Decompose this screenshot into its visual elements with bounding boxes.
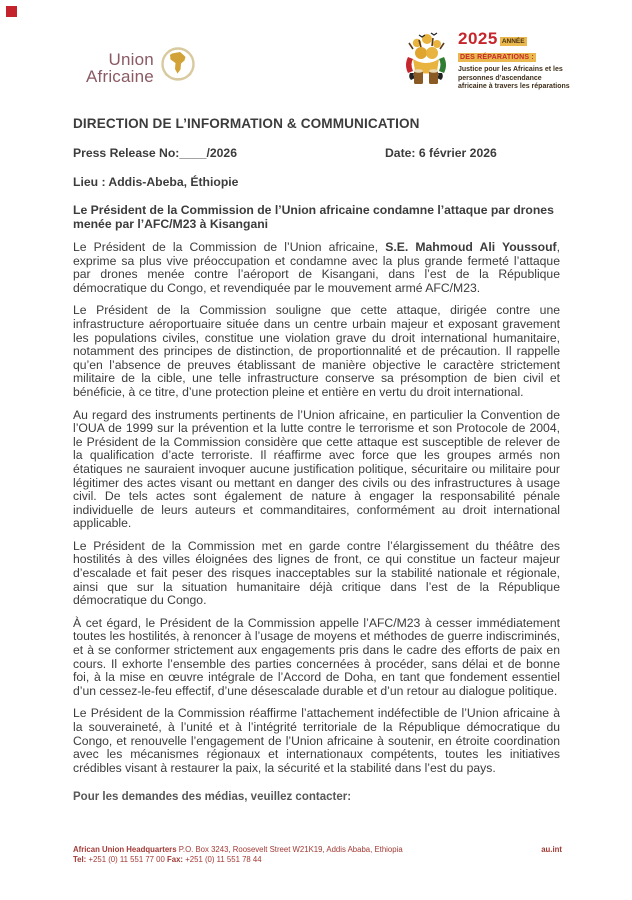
reparations-logo-text [458,31,580,92]
paragraph-3: Au regard des instruments pertinents de l’Union africaine, en particulier la Convention de l’OUA de 1999 sur la prévention et la lutte contre le terrorisme et son Protocole de 2004, le Président de la Commission considère que cette attaque est susceptible de relever de la qualification d’acte terroriste. Il réaffirme avec force que les groupes armés non étatiques ne sauraient invoquer aucune justification politique, sécuritaire ou militaire pour légitimer des actes visant ou mettant en danger des civils ou des infrastructures à usage civil. De tels actes sont également de nature à engager la responsabilité pénale individuelle de leurs auteurs et commanditaires, conformément au droit international applicable. [73,407,560,531]
media-contact-note: Pour les demandes des médias, veuillez contacter: [73,791,352,804]
press-release-number: Press Release No:____/2026 [73,146,237,160]
footer-tel-label: Tel: [73,855,87,864]
footer-website: au.int [541,845,562,854]
africa-map-icon [157,44,199,91]
press-release-heading: Le Président de la Commission de l’Union africaine condamne l’attaque par drones menée par l’AFC/M23 à Kisangani [73,203,554,231]
reparations-year-suffix: ANNÉE [501,38,525,45]
footer-tel-value: +251 (0) 11 551 77 00 [86,855,167,864]
footer-address: P.O. Box 3243, Roosevelt Street W21K19, Addis Ababa, Ethiopia [176,845,403,854]
reparations-year: 2025 [458,29,498,48]
press-release-date: Date: 6 février 2026 [385,146,497,160]
african-union-logo [86,44,199,91]
au-logo-line1: Union [108,49,154,69]
reparations-line2: DES RÉPARATIONS : [460,54,534,61]
reparations-tagline-2: personnes d’ascendance [458,74,542,82]
paragraph-1 [73,241,560,295]
paragraph-6: Le Président de la Commission réaffirme l’attachement indéfectible de l’Union africaine à la souveraineté, à l’unité et à l’intégrité territoriale de la République démocratique du Congo, et renouvelle l’engagement de l’Union africaine à soutenir, en étroite coordination avec les mécanismes régionaux et internationaux compétents, toutes les initiatives crédibles visant à restaurer la paix, la sécurité et la stabilité dans l’est du pays. [73,706,560,775]
press-release-meta [73,146,560,160]
au-logo-wordmark [86,51,154,85]
corner-red-mark [6,6,17,17]
paragraph-1-lead: Le Président de la Commission de l’Union africaine, [73,240,386,254]
paragraph-2: Le Président de la Commission souligne que cette attaque, dirigée contre une infrastructure aéroportuaire située dans un centre urbain majeur et exposant gravement les populations civiles, constitue une violation grave du droit international humanitaire, notamment des principes de distinction, de proportionnalité et de précaution. Il rappelle qu’en l’absence de preuves établissant de manière objective le caractère strictement militaire de la cible, une telle infrastructure conserve sa présomption de bien civil et bénéficie, à ce titre, d’une protection pleine et entière en vertu du droit international. [73,303,560,399]
footer-org: African Union Headquarters [73,845,177,854]
footer-phone-line [73,855,562,865]
document-footer [73,845,562,865]
department-title: DIRECTION DE L’INFORMATION & COMMUNICATION [73,116,420,131]
footer-address-line [73,845,403,855]
footer-fax-label: Fax: [167,855,184,864]
paragraph-4: Le Président de la Commission met en garde contre l’élargissement du théâtre des hostilités à des villes éloignées des lignes de front, ce qui constitue un facteur majeur d’escalade et fait peser des risques inacceptables sur la stabilité nationale et régionale, ainsi que sur la situation humanitaire déjà critique dans l’est de la République démocratique du Congo. [73,538,560,608]
footer-fax-value: +251 (0) 11 551 78 44 [183,855,262,864]
year-of-reparations-logo [399,31,580,92]
reparations-emblem-icon [399,31,453,92]
reparations-tagline-1: Justice pour les Africains et les [458,66,563,73]
reparations-tagline-3: africaine à travers les réparations [458,83,570,91]
president-name: S.E. Mahmoud Ali Youssouf [385,240,557,254]
au-logo-line2: Africaine [86,66,154,86]
press-release-location: Lieu : Addis-Abeba, Éthiopie [73,175,239,189]
paragraph-5: À cet égard, le Président de la Commission appelle l’AFC/M23 à cesser immédiatement toutes les hostilités, à renoncer à l’usage de moyens et méthodes de guerre indiscriminés, et à se conformer strictement aux engagements pris dans le cadre des efforts de paix en cours. Il exhorte l’ensemble des parties concernées à procéder, sans délai et de bonne foi, à la mise en œuvre intégrale de l’Accord de Doha, en tant que fondement essentiel d’un cessez-le-feu effectif, d’une désescalade durable et d’un retour au dialogue politique. [73,615,560,698]
document-body [73,116,560,803]
paragraph-1-rest: , exprime sa plus vive préoccupation et condamne avec la plus grande fermeté l’attaque par drones menée contre l’aéroport de Kisangani, dans l’est de la République démocratique du Congo, et revendiquée par le mouvement armé AFC/M23. [73,240,560,295]
